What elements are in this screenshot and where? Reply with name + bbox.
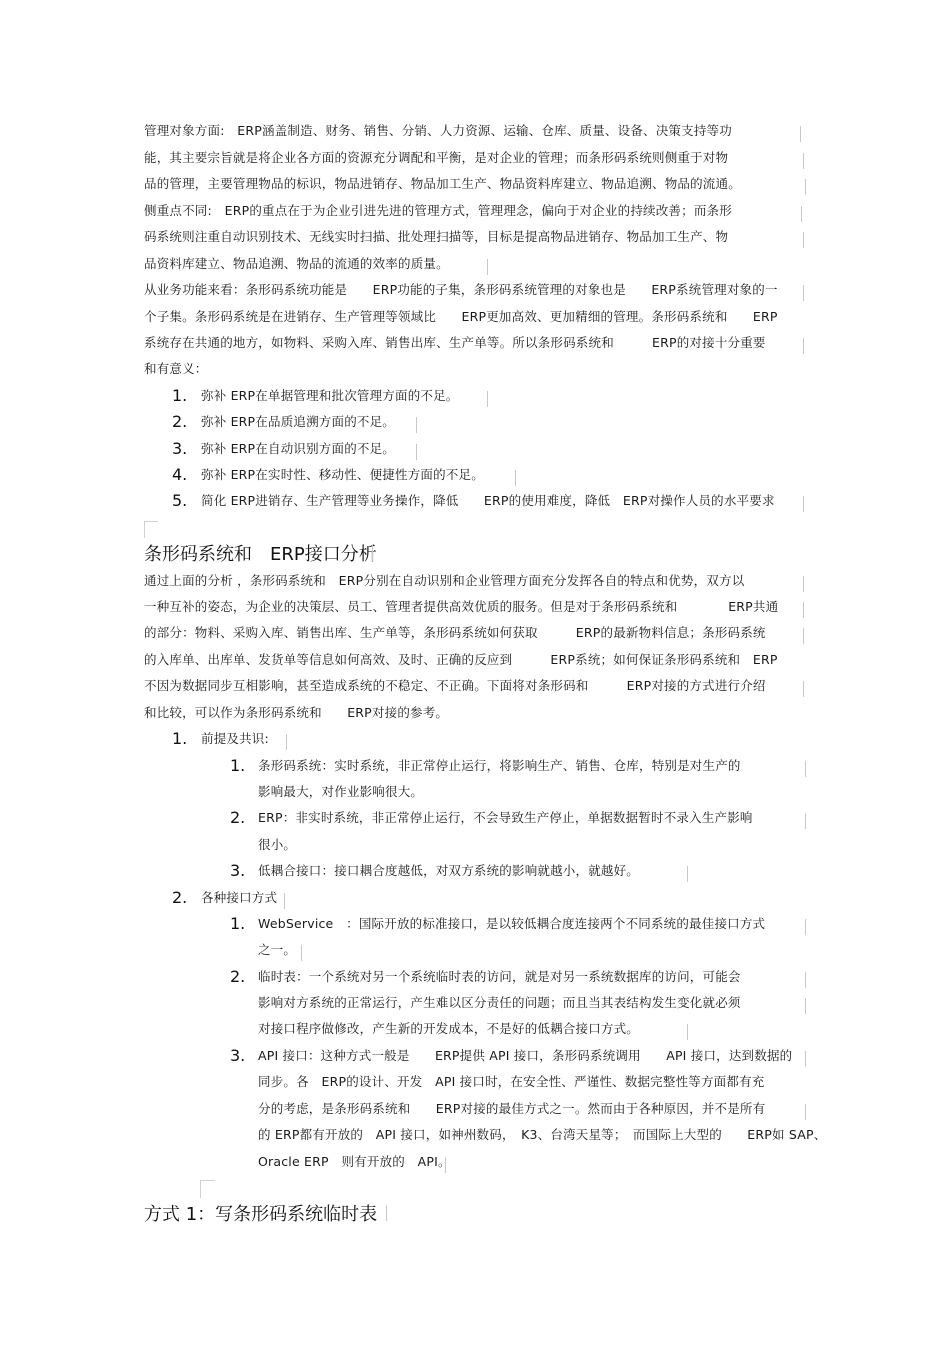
sublist-item: 低耦合接口：接口耦合度越低，对双方系统的影响就越小，就越好。 [258, 863, 640, 878]
section-heading: 条形码系统和 ERP接口分析 [144, 544, 377, 565]
sublist-item: ERP：非实时系统，非正常停止运行，不会导致生产停止，单据数据暂时不录入生产影响 [258, 810, 753, 825]
list-item-title: 各种接口方式 [201, 890, 278, 905]
paragraph-line: 码系统则注重自动识别技术、无线实时扫描、批处理扫描等，目标是提高物品进销存、物品加工生产、物 [144, 229, 729, 244]
layout-mark [372, 545, 373, 561]
layout-mark [803, 338, 804, 354]
list-number: 5. [172, 491, 188, 510]
layout-mark [487, 259, 488, 275]
empty-paragraph-marker [200, 1180, 215, 1198]
layout-mark [803, 602, 804, 618]
layout-mark [803, 285, 804, 301]
layout-mark [515, 470, 516, 486]
sublist-item: 对接口程序做修改，产生新的开发成本，不是好的低耦合接口方式。 [258, 1021, 640, 1036]
list-item: 简化 ERP进销存、生产管理等业务操作，降低 ERP的使用难度，降低 ERP对操作人员的水平要求 [201, 493, 775, 508]
layout-mark [687, 866, 688, 882]
paragraph-line: 的部分：物料、采购入库、销售出库、生产单等，条形码系统如何获取 ERP的最新物料信息；条形码系统 [144, 625, 766, 640]
layout-mark [805, 179, 806, 195]
sublist-item: 临时表：一个系统对另一个系统临时表的访问，就是对另一系统数据库的访问，可能会 [258, 969, 741, 984]
paragraph-line: 通过上面的分析 ，条形码系统和 ERP分别在自动识别和企业管理方面充分发挥各自的特点和优势，双方以 [144, 573, 745, 588]
sublist-number: 2. [230, 808, 246, 827]
layout-mark [301, 945, 302, 961]
empty-paragraph-marker [144, 521, 158, 538]
layout-mark [803, 232, 804, 248]
sublist-item: 影响对方系统的正常运行，产生难以区分责任的问题；而且当其表结构发生变化就必须 [258, 995, 741, 1010]
layout-mark [803, 628, 804, 644]
paragraph-line: 品资料库建立、物品追溯、物品的流通的效率的质量。 [144, 256, 449, 271]
paragraph-line: 品的管理，主要管理物品的标识，物品进销存、物品加工生产、物品资料库建立、物品追溯、物品的流通。 [144, 176, 741, 191]
sublist-item: 很小。 [258, 837, 297, 852]
sublist-item: 影响最大，对作业影响很大。 [258, 784, 424, 799]
paragraph-line: 能，其主要宗旨就是将企业各方面的资源充分调配和平衡，是对企业的管理；而条形码系统则侧重于对物 [144, 150, 729, 165]
sublist-item: WebService ：国际开放的标准接口，是以较低耦合度连接两个不同系统的最佳接口方式 [258, 916, 766, 931]
layout-mark [416, 444, 417, 460]
paragraph-line: 和有意义： [144, 361, 208, 376]
sublist-item: API 接口：这种方式一般是 ERP提供 API 接口，条形码系统调用 API 接口，达到数据的 [258, 1048, 793, 1063]
paragraph-line: 不因为数据同步互相影响，甚至造成系统的不稳定、不正确。下面将对条形码和 ERP对接的方式进行介绍 [144, 678, 766, 693]
sublist-number: 2. [230, 967, 246, 986]
list-number: 1. [172, 729, 188, 748]
list-item: 弥补 ERP在实时性、移动性、便捷性方面的不足。 [201, 467, 484, 482]
list-number: 4. [172, 465, 188, 484]
list-item: 弥补 ERP在自动识别方面的不足。 [201, 441, 395, 456]
paragraph-line: 一种互补的姿态，为企业的决策层、员工、管理者提供高效优质的服务。但是对于条形码系统和 ERP共通 [144, 599, 779, 614]
layout-mark [386, 1205, 387, 1221]
layout-mark [687, 1024, 688, 1040]
layout-mark [805, 972, 806, 988]
layout-mark [801, 206, 802, 222]
layout-mark [487, 391, 488, 407]
paragraph-line: 的入库单、出库单、发货单等信息如何高效、及时、正确的反应到 ERP系统；如何保证条形码系统和 ERP [144, 652, 778, 667]
layout-mark [805, 813, 806, 829]
paragraph-line: 从业务功能来看：条形码系统功能是 ERP功能的子集，条形码系统管理的对象也是 ERP系统管理对象的一 [144, 282, 778, 297]
layout-mark [416, 417, 417, 433]
sublist-item: 条形码系统：实时系统，非正常停止运行，将影响生产、销售、仓库，特别是对生产的 [258, 758, 741, 773]
section-heading: 方式 1：写条形码系统临时表 [144, 1204, 378, 1225]
sublist-number: 3. [230, 1046, 246, 1065]
sublist-number: 3. [230, 861, 246, 880]
list-number: 1. [172, 386, 188, 405]
layout-mark [805, 998, 806, 1014]
paragraph-line: 和比较，可以作为条形码系统和 ERP对接的参考。 [144, 705, 449, 720]
layout-mark [805, 1104, 806, 1120]
sublist-item: 之一。 [258, 942, 297, 957]
sublist-number: 1. [230, 756, 246, 775]
layout-mark [803, 576, 804, 592]
layout-mark [805, 1051, 806, 1067]
layout-mark [803, 496, 804, 512]
layout-mark [803, 681, 804, 697]
sublist-number: 1. [230, 914, 246, 933]
list-item-title: 前提及共识: [201, 731, 269, 746]
paragraph-line: 个子集。条形码系统是在进销存、生产管理等领域比 ERP更加高效、更加精细的管理。条形码系统和 ERP [144, 309, 778, 324]
layout-mark [284, 893, 285, 909]
paragraph-line: 侧重点不同: ERP的重点在于为企业引进先进的管理方式，管理理念，偏向于对企业的持续改善；而条形 [144, 203, 732, 218]
sublist-item: 同步。各 ERP的设计、开发 API 接口时，在安全性、严谨性、数据完整性等方面都有充 [258, 1074, 765, 1089]
sublist-item: 分的考虑，是条形码系统和 ERP对接的最佳方式之一。然而由于各种原因，并不是所有 [258, 1101, 766, 1116]
list-number: 2. [172, 888, 188, 907]
layout-mark [805, 919, 806, 935]
sublist-item: Oracle ERP 则有开放的 API。 [258, 1154, 451, 1169]
layout-mark [805, 761, 806, 777]
paragraph-line: 系统存在共通的地方，如物料、采购入库、销售出库、生产单等。所以条形码系统和 ERP的对接十分重要 [144, 335, 766, 350]
list-item: 弥补 ERP在品质追溯方面的不足。 [201, 414, 395, 429]
layout-mark [445, 1157, 446, 1173]
layout-mark [800, 126, 801, 142]
paragraph-line: 管理对象方面: ERP涵盖制造、财务、销售、分销、人力资源、运输、仓库、质量、设备、决策支持等功 [144, 123, 732, 138]
list-number: 2. [172, 412, 188, 431]
sublist-item: 的 ERP都有开放的 API 接口，如神州数码， K3、台湾天星等； 而国际上大型的 ERP如 SAP、 [258, 1127, 827, 1142]
list-item: 弥补 ERP在单据管理和批次管理方面的不足。 [201, 388, 459, 403]
list-number: 3. [172, 439, 188, 458]
layout-mark [286, 734, 287, 750]
layout-mark [803, 153, 804, 169]
